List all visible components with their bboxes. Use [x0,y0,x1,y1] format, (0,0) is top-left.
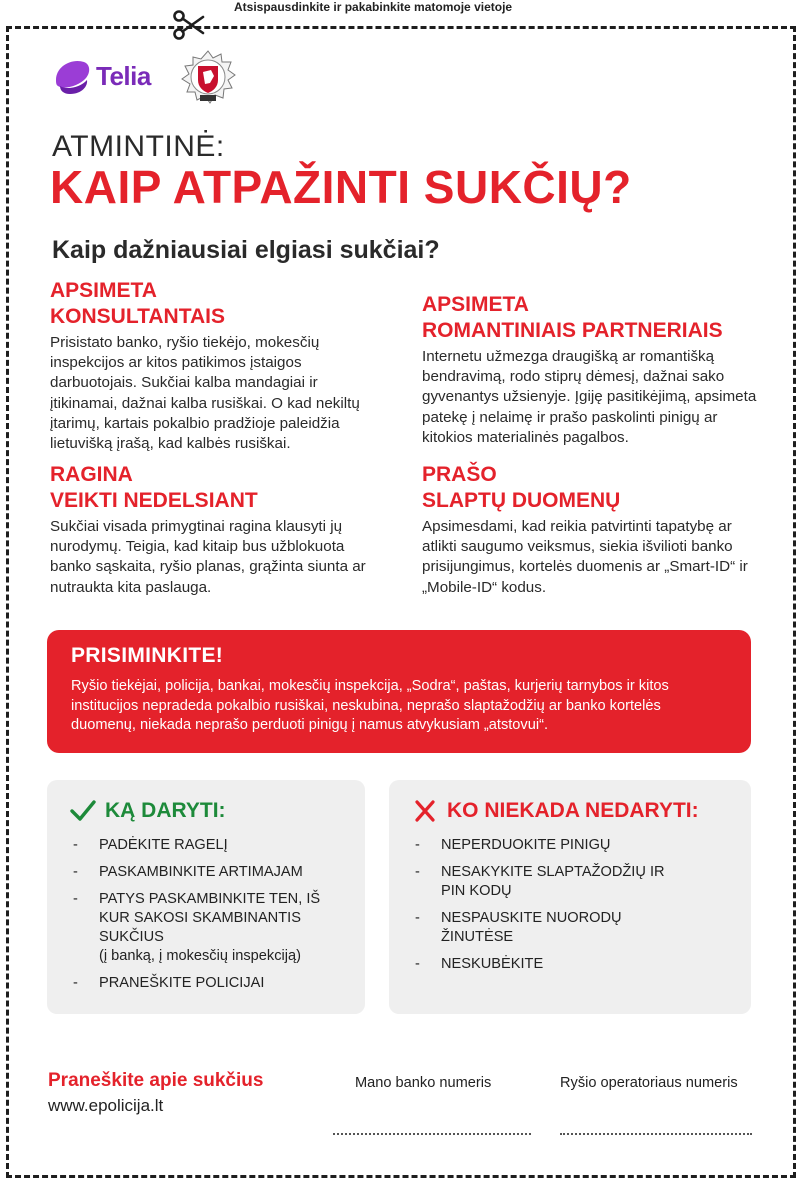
remember-title: PRISIMINKITE! [71,644,224,667]
telia-logo-icon [52,56,92,96]
remember-banner [47,630,751,753]
bank-number-fill-line [333,1133,531,1135]
do-list [69,836,343,993]
checkmark-icon [69,798,97,824]
list-item: - NESKUBĖKITE [411,955,729,974]
tactic-text: Apsimesdami, kad reikia patvirtinti tapatybę ar atlikti saugumo veiksmus, siekia išvilioti banko prisijungimus, kortelės duomenis ar „Smart-ID“ ir „Mobile-ID“ kodus. [422,518,748,596]
list-item-text: PATYS PASKAMBINKITE TEN, IŠ KUR SAKOSI SKAMBINANTIS SUKČIUS [99,891,321,945]
telia-logo-text: Telia [96,60,151,91]
cross-icon [411,798,439,824]
remember-text: Ryšio tiekėjai, policija, bankai, mokesčių inspekcija, „Sodra“, paštas, kurjerių tarnybos ir kitos institucijos nepradeda pokalbio rusiškai, neskubina, neprašo slaptažodžių ar banko kortelės duomenų, niekada neprašo perduoti pinigų į namus atvykusiam „atstovui“. [71,678,669,733]
do-title: KĄ DARYTI: [105,799,226,822]
dont-heading [411,798,729,824]
dont-list [411,836,729,974]
tactic-secret-data [422,462,762,598]
police-badge-icon [180,50,236,108]
dont-title: KO NIEKADA NEDARYTI: [447,799,699,822]
tactic-heading-line1: APSIMETA [422,293,529,316]
page-title: KAIP ATPAŽINTI SUKČIŲ? [50,161,632,213]
list-item: - PADĖKITE RAGELĮ [69,836,343,855]
list-item: - NESAKYKITE SLAPTAŽODŽIŲ IR PIN KODŲ [411,863,671,901]
report-url[interactable]: www.epolicija.lt [48,1096,164,1115]
telia-logo [52,56,151,96]
tactic-heading-line1: RAGINA [50,463,133,486]
tactic-heading [422,292,762,344]
do-box [47,780,365,1014]
list-item: - PRANEŠKITE POLICIJAI [69,974,343,993]
report-title: Praneškite apie sukčius [48,1070,264,1091]
tactic-heading [50,462,380,514]
tactic-text: Prisistato banko, ryšio tiekėjo, mokesčių inspekcijos ar kitos patikimos įstaigos darbuotojais. Sukčiai kalba mandagiai ir įtikinamai, dažnai kalba rusiškai. O kad nekiltų įtarimų, kartais pokalbio pradžioje paleidžia lietuvišką įrašą, kad kalbės rusiškai. [50,334,360,453]
tactic-romantic [422,292,762,448]
do-heading [69,798,343,824]
section-question: Kaip dažniausiai elgiasi sukčiai? [52,236,440,264]
list-item: - PASKAMBINKITE ARTIMAJAM [69,863,343,882]
tactic-text: Sukčiai visada primygtinai ragina klausyti jų nurodymų. Teigia, kad kitaip bus užblokuota banko sąskaita, ryšio planas, grąžinta siunta ar nutraukta kita paslauga. [50,518,366,596]
bank-number-label: Mano banko numeris [355,1075,492,1091]
tactic-consultants [50,278,380,454]
dont-box [389,780,751,1014]
tactic-urgency [50,462,380,598]
list-item: - NESPAUSKITE NUORODŲ ŽINUTĖSE [411,909,641,947]
tactic-heading-line2: ROMANTINIAIS PARTNERIAIS [422,319,723,342]
tactic-heading-line2: KONSULTANTAIS [50,305,225,328]
tactic-heading-line1: APSIMETA [50,279,157,302]
tactic-text: Internetu užmezga draugišką ar romantišką bendravimą, rodo stiprų dėmesį, dažnai sako gyvenantys užsienyje. Įgiję pasitikėjimą, apsimeta patekę į nelaimę ir prašo paskolinti pinigų ar kitokios materialinės pagalbos. [422,348,757,446]
operator-number-fill-line [560,1133,752,1135]
tactic-heading-line2: SLAPTŲ DUOMENŲ [422,489,621,512]
list-item-note: (į banką, į mokesčių inspekciją) [99,948,301,964]
tactic-heading [50,278,380,330]
operator-number-label: Ryšio operatoriaus numeris [560,1075,738,1091]
list-item: - NEPERDUOKITE PINIGŲ [411,836,729,855]
title-small: ATMINTINĖ: [52,130,225,163]
tactic-heading-line2: VEIKTI NEDELSIANT [50,489,258,512]
print-instruction: Atsispausdinkite ir pakabinkite matomoje vietoje [234,0,513,14]
tactic-heading-line1: PRAŠO [422,463,497,486]
tactic-heading [422,462,762,514]
list-item [69,890,343,966]
